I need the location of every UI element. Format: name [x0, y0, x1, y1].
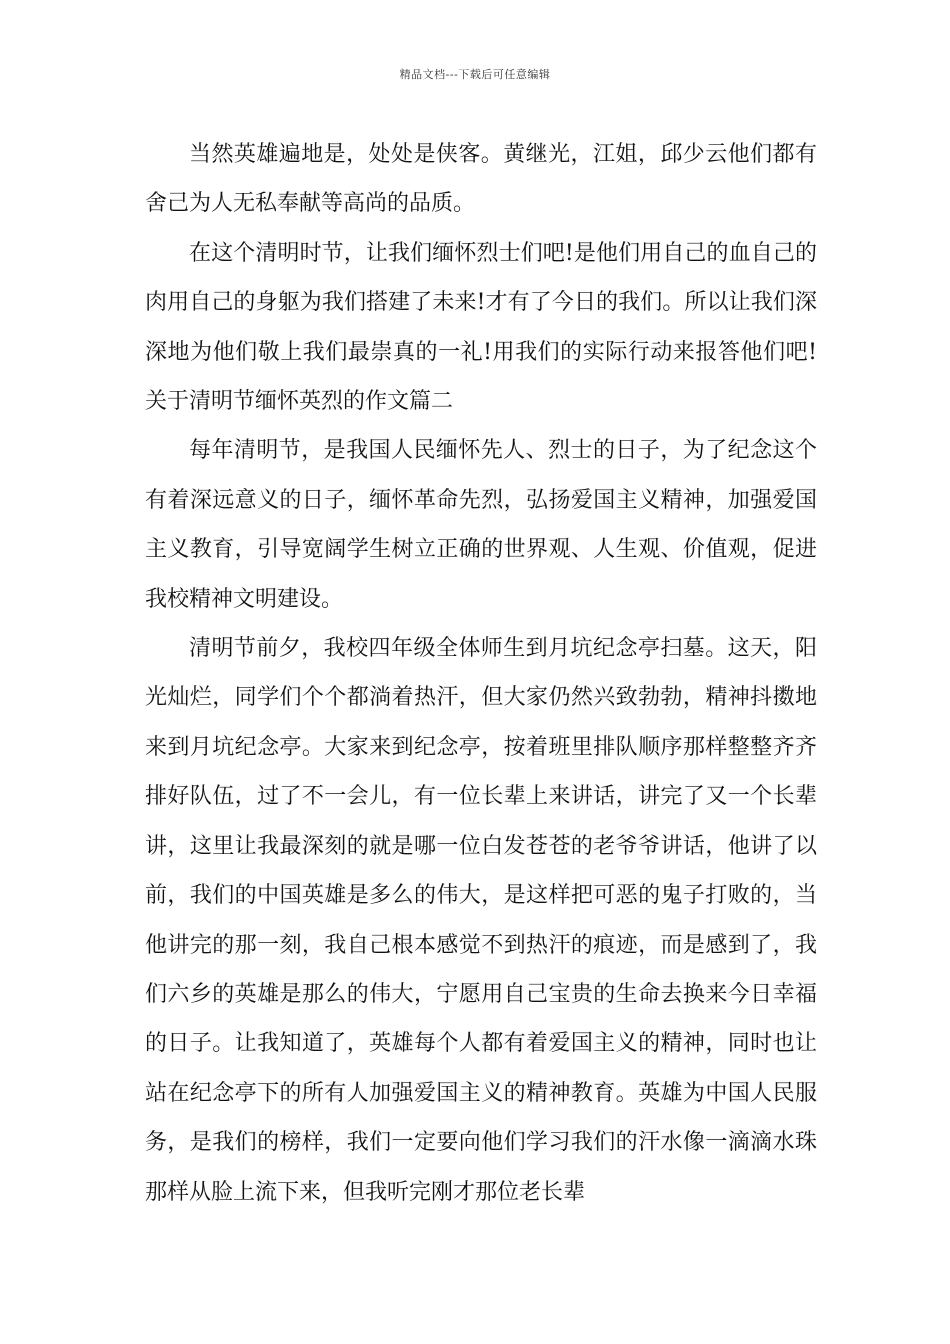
paragraph-1: 当然英雄遍地是，处处是侠客。黄继光，江姐，邱少云他们都有舍己为人无私奉献等高尚的品质。 [145, 142, 817, 217]
document-body [145, 130, 817, 1217]
paragraph-4: 清明节前夕，我校四年级全体师生到月坑纪念亭扫墓。这天，阳光灿烂，同学们个个都淌着热汗，但大家仍然兴致勃勃，精神抖擞地来到月坑纪念亭。大家来到纪念亭，按着班里排队顺序那样整整齐齐排好队伍，过了不一会儿，有一位长辈上来讲话，讲完了又一个长辈讲，这里让我最深刻的就是哪一位白发苍苍的老爷爷讲话，他讲了以前，我们的中国英雄是多么的伟大，是这样把可恶的鬼子打败的，当他讲完的那一刻，我自己根本感觉不到热汗的痕迹，而是感到了，我们六乡的英雄是那么的伟大，宁愿用自己宝贵的生命去换来今日幸福的日子。让我知道了，英雄每个人都有着爱国主义的精神，同时也让站在纪念亭下的所有人加强爱国主义的精神教育。英雄为中国人民服务，是我们的榜样，我们一定要向他们学习我们的汗水像一滴滴水珠那样从脸上流下来，但我听完刚才那位老长辈 [145, 636, 817, 1205]
paragraph-3: 每年清明节，是我国人民缅怀先人、烈士的日子，为了纪念这个有着深远意义的日子，缅怀革命先烈，弘扬爱国主义精神，加强爱国主义教育，引导宽阔学生树立正确的世界观、人生观、价值观，促进我校精神文明建设。 [145, 438, 817, 612]
header-note: 精品文档---下载后可任意编辑 [399, 68, 551, 81]
paragraph-2: 在这个清明时节，让我们缅怀烈士们吧!是他们用自己的血自己的肉用自己的身躯为我们搭建了未来!才有了今日的我们。所以让我们深深地为他们敬上我们最崇真的一礼!用我们的实际行动来报答他们吧!关于清明节缅怀英烈的作文篇二 [145, 240, 817, 415]
